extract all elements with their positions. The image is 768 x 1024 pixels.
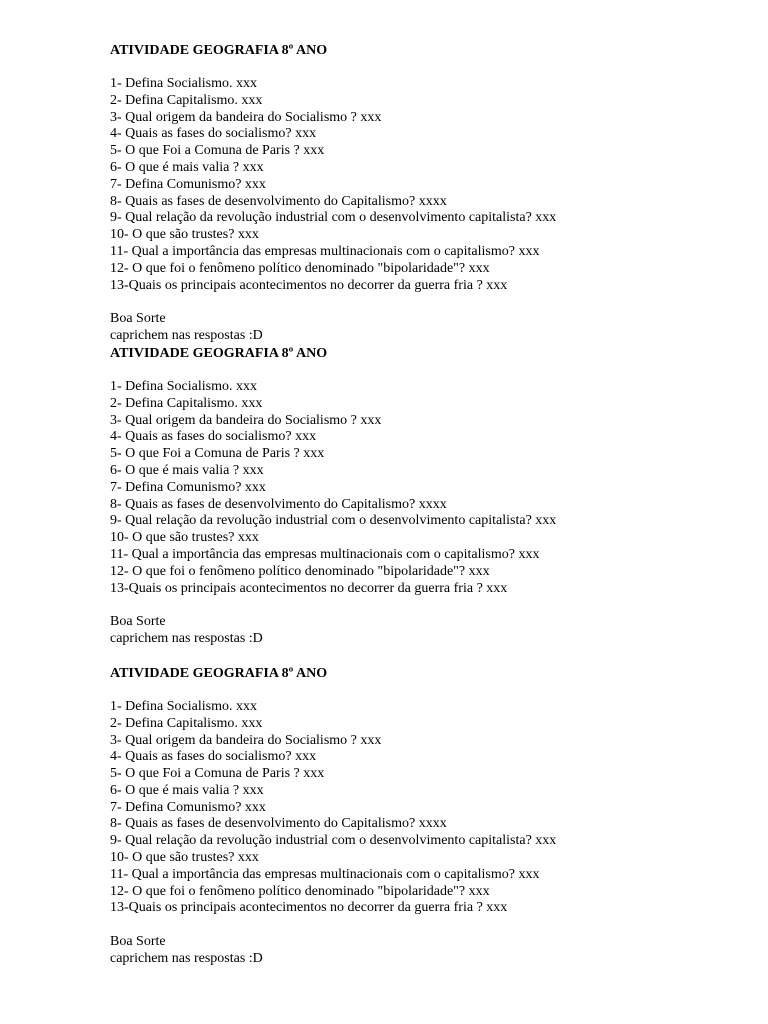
activity-title: ATIVIDADE GEOGRAFIA 8º ANO bbox=[110, 43, 328, 58]
question-5: 5- O que Foi a Comuna de Paris ? xxx bbox=[110, 446, 325, 462]
question-3: 3- Qual origem da bandeira do Socialismo ? xxx bbox=[110, 412, 382, 428]
question-8: 8- Quais as fases de desenvolvimento do Capitalismo? xxxx bbox=[110, 193, 447, 209]
question-7: 7- Defina Comunismo? xxx bbox=[110, 176, 266, 192]
question-1: 1- Defina Socialismo. xxx bbox=[110, 76, 257, 91]
question-2: 2- Defina Capitalismo. xxx bbox=[110, 395, 263, 411]
closing-text: Boa Sorte bbox=[110, 614, 166, 630]
question-9: 9- Qual relação da revolução industrial com o desenvolvimento capitalista? xxx bbox=[110, 833, 557, 849]
question-9: 9- Qual relação da revolução industrial com o desenvolvimento capitalista? xxx bbox=[110, 513, 557, 529]
activity-title: ATIVIDADE GEOGRAFIA 8º ANO bbox=[110, 665, 328, 681]
spacer bbox=[110, 648, 750, 665]
question-4: 4- Quais as fases do socialismo? xxx bbox=[110, 126, 317, 142]
spacer bbox=[110, 59, 750, 76]
question-6: 6- O que é mais valia ? xxx bbox=[110, 159, 264, 175]
question-2: 2- Defina Capitalismo. xxx bbox=[110, 92, 263, 108]
question-6: 6- O que é mais valia ? xxx bbox=[110, 462, 264, 478]
question-7: 7- Defina Comunismo? xxx bbox=[110, 479, 266, 495]
question-12: 12- O que foi o fenômeno político denominado "bipolaridade"? xxx bbox=[110, 563, 490, 579]
activity-block-2 bbox=[110, 345, 750, 665]
signoff-text: caprichem nas respostas :D bbox=[110, 951, 263, 967]
document-page bbox=[110, 42, 750, 968]
activity-title: ATIVIDADE GEOGRAFIA 8º ANO bbox=[110, 345, 328, 361]
question-6: 6- O que é mais valia ? xxx bbox=[110, 782, 264, 798]
question-13: 13-Quais os principais acontecimentos no decorrer da guerra fria ? xxx bbox=[110, 900, 508, 916]
question-8: 8- Quais as fases de desenvolvimento do Capitalismo? xxxx bbox=[110, 816, 447, 832]
question-10: 10- O que são trustes? xxx bbox=[110, 850, 259, 866]
spacer bbox=[110, 294, 750, 311]
question-10: 10- O que são trustes? xxx bbox=[110, 227, 259, 243]
question-7: 7- Defina Comunismo? xxx bbox=[110, 799, 266, 815]
question-13: 13-Quais os principais acontecimentos no decorrer da guerra fria ? xxx bbox=[110, 580, 508, 596]
question-10: 10- O que são trustes? xxx bbox=[110, 530, 259, 546]
closing-text: Boa Sorte bbox=[110, 311, 166, 327]
closing-text: Boa Sorte bbox=[110, 934, 166, 950]
question-2: 2- Defina Capitalismo. xxx bbox=[110, 715, 263, 731]
question-8: 8- Quais as fases de desenvolvimento do Capitalismo? xxxx bbox=[110, 496, 447, 512]
spacer bbox=[110, 682, 750, 699]
question-1: 1- Defina Socialismo. xxx bbox=[110, 698, 257, 714]
question-11: 11- Qual a importância das empresas multinacionais com o capitalismo? xxx bbox=[110, 866, 540, 882]
question-4: 4- Quais as fases do socialismo? xxx bbox=[110, 749, 317, 765]
signoff-text: caprichem nas respostas :D bbox=[110, 631, 263, 647]
question-1: 1- Defina Socialismo. xxx bbox=[110, 378, 257, 394]
spacer bbox=[110, 597, 750, 614]
question-3: 3- Qual origem da bandeira do Socialismo ? xxx bbox=[110, 109, 382, 125]
spacer bbox=[110, 362, 750, 379]
question-11: 11- Qual a importância das empresas multinacionais com o capitalismo? xxx bbox=[110, 546, 540, 562]
question-5: 5- O que Foi a Comuna de Paris ? xxx bbox=[110, 143, 325, 159]
activity-block-1 bbox=[110, 42, 750, 345]
question-5: 5- O que Foi a Comuna de Paris ? xxx bbox=[110, 766, 325, 782]
question-11: 11- Qual a importância das empresas multinacionais com o capitalismo? xxx bbox=[110, 243, 540, 259]
question-9: 9- Qual relação da revolução industrial com o desenvolvimento capitalista? xxx bbox=[110, 210, 557, 226]
spacer bbox=[110, 917, 750, 934]
question-12: 12- O que foi o fenômeno político denominado "bipolaridade"? xxx bbox=[110, 883, 490, 899]
activity-block-3 bbox=[110, 665, 750, 968]
question-12: 12- O que foi o fenômeno político denominado "bipolaridade"? xxx bbox=[110, 260, 490, 276]
question-3: 3- Qual origem da bandeira do Socialismo ? xxx bbox=[110, 732, 382, 748]
signoff-text: caprichem nas respostas :D bbox=[110, 328, 263, 344]
question-4: 4- Quais as fases do socialismo? xxx bbox=[110, 429, 317, 445]
question-13: 13-Quais os principais acontecimentos no decorrer da guerra fria ? xxx bbox=[110, 277, 508, 293]
